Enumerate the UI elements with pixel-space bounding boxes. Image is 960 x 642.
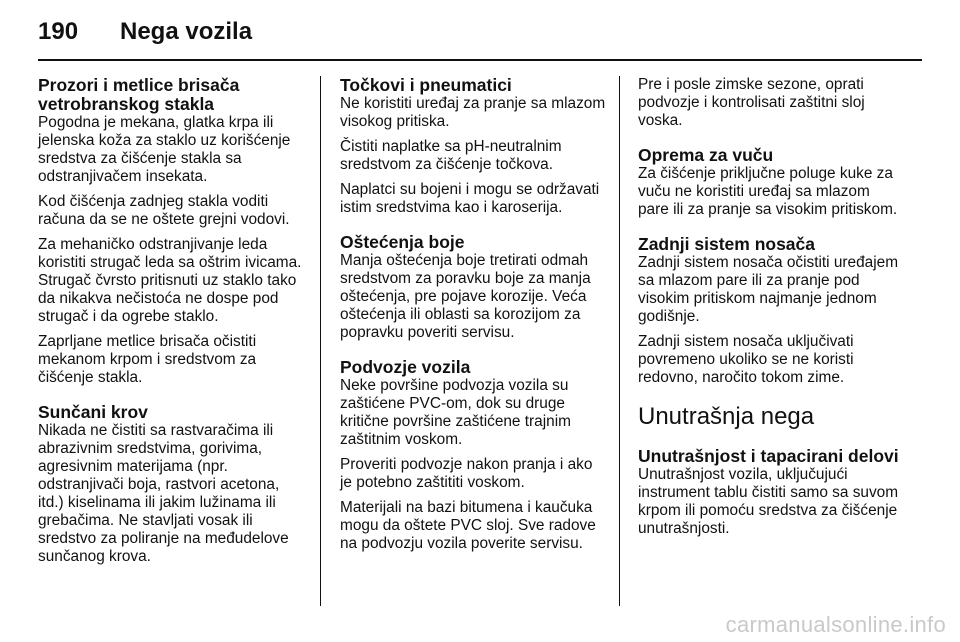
paragraph: Za mehaničko odstranjivanje leda koristiti strugač leda sa oštrim ivicama. Strugač čvrsto pritisnuti uz staklo tako da nikakva nečistoća ne dospe pod strugač i da ogrebe staklo.	[38, 236, 302, 325]
paragraph: Kod čišćenja zadnjeg stakla voditi računa da se ne oštete grejni vodovi.	[38, 193, 290, 228]
paragraph: Neke površine podvozja vozila su zaštićene PVC-om, dok su druge kritične površine zaštićene trajnim zaštitnim voskom.	[340, 377, 571, 448]
subsection-heading: Oprema za vuču	[638, 145, 774, 165]
header-rule	[38, 59, 922, 61]
paragraph: Pogodna je mekana, glatka krpa ili jelenska koža za staklo uz korišćenje sredstva za čišćenje stakla sa odstranjivačem insekata.	[38, 114, 291, 185]
subsection-heading: Podvozje vozila	[340, 357, 471, 377]
paragraph: Materijali na bazi bitumena i kaučuka mogu da oštete PVC sloj. Sve radove na podvozju vozila poverite servisu.	[340, 499, 596, 552]
watermark: carmanualsonline.info	[725, 612, 946, 637]
paragraph: Manja oštećenja boje tretirati odmah sredstvom za poravku boje za manja oštećenja, pre pojave korozije. Veća oštećenja ili oblasti sa korozijom za popravku poveriti servisu.	[340, 252, 591, 341]
paragraph: Ne koristiti uređaj za pranje sa mlazom visokog pritiska.	[340, 95, 606, 130]
page-header	[38, 18, 922, 54]
page-title: Nega vozila	[120, 18, 253, 45]
paragraph: Čistiti naplatke sa pH-neutralnim sredstvom za čišćenje točkova.	[340, 138, 562, 173]
paragraph: Pre i posle zimske sezone, oprati podvozje i kontrolisati zaštitni sloj voska.	[638, 76, 865, 129]
subsection-heading: Sunčani krov	[38, 402, 148, 422]
paragraph: Nikada ne čistiti sa rastvaračima ili abrazivnim sredstvima, gorivima, agresivnim materijama (npr. odstranjivači boja, rastvori acetona, itd.) kiselinama ili jakim lužinama ili grebačima. Ne stavljati vosak ili sredstvo za poliranje na međudelove sunčanog krova.	[38, 422, 289, 565]
subsection-heading: Oštećenja boje	[340, 232, 465, 252]
column-2	[340, 76, 606, 560]
paragraph: Proveriti podvozje nakon pranja i ako je potebno zaštititi voskom.	[340, 456, 593, 491]
subsection-heading: Prozori i metlice brisača vetrobranskog stakla	[38, 75, 240, 114]
paragraph: Zaprljane metlice brisača očistiti mekanom krpom i sredstvom za čišćenje stakla.	[38, 333, 257, 386]
subsection-heading: Zadnji sistem nosača	[638, 234, 816, 254]
paragraph: Zadnji sistem nosača očistiti uređajem sa mlazom pare ili za pranje pod visokim pritiskom najmanje jednom godišnje.	[638, 254, 899, 325]
paragraph: Zadnji sistem nosača uključivati povremeno ukoliko se ne koristi redovno, naročito tokom zime.	[638, 333, 854, 386]
subsection-heading: Točkovi i pneumatici	[340, 75, 512, 95]
column-1	[38, 76, 304, 573]
subsection-heading: Unutrašnjost i tapacirani delovi	[638, 446, 899, 466]
paragraph: Za čišćenje priključne poluge kuke za vuču ne koristiti uređaj sa mlazom pare ili za pranje sa visokim pritiskom.	[638, 165, 898, 218]
page-number: 190	[38, 18, 79, 45]
section-heading: Unutrašnja nega	[638, 403, 815, 430]
column-3	[638, 76, 904, 545]
paragraph: Unutrašnjost vozila, uključujući instrument tablu čistiti samo sa suvom krpom ili pomoću sredstva za čišćenje unutrašnjosti.	[638, 466, 899, 537]
paragraph: Naplatci su bojeni i mogu se održavati istim sredstvima kao i karoserija.	[340, 181, 600, 216]
column-divider	[619, 76, 620, 606]
column-divider	[320, 76, 321, 606]
